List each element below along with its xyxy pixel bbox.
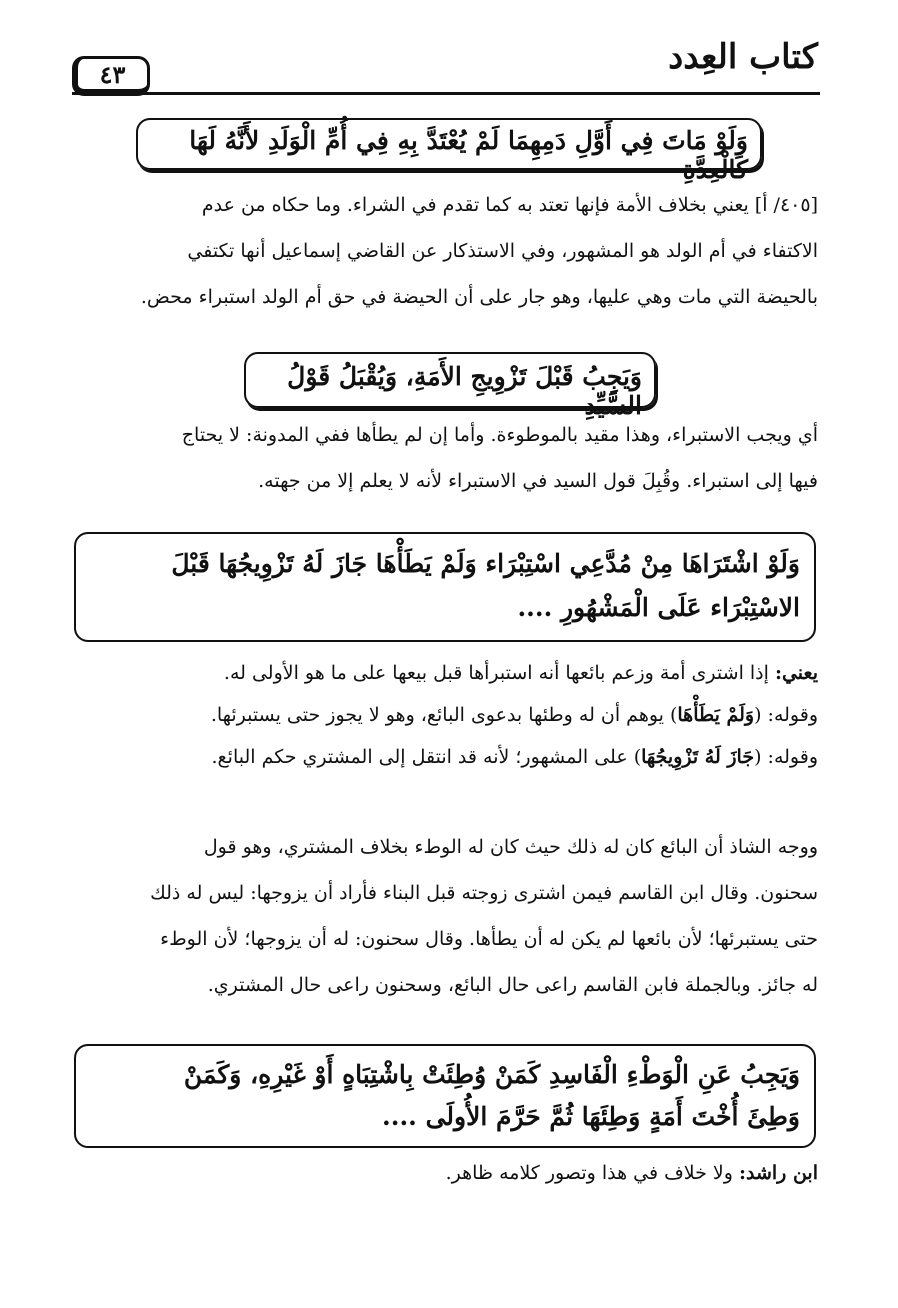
matn-text: وَيَجِبُ قَبْلَ تَزْوِيجِ الأَمَةِ، وَيُقْبَلُ قَوْلُ السَّيِّدِ [287,362,642,420]
matn-box-4 [74,1044,816,1148]
matn-box-2 [244,352,656,420]
text-span: ولا خلاف في هذا وتصور كلامه ظاهر. [445,1162,739,1184]
matn-text-line: الاسْتِبْرَاء عَلَى الْمَشْهُورِ .... [517,593,800,622]
text-line [76,652,818,694]
matn-text: وَلَوْ مَاتَ فِي أَوَّلِ دَمِهِمَا لَمْ يُعْتَدَّ بِهِ فِي أُمِّ الْوَلَدِ لأَنَّهُ لَهَا كَالْعِدَّةِ [189,126,748,184]
text-line: بالحيضة التي مات وهي عليها، وهو جار على أن الحيضة في حق أم الولد استبراء محض. [140,286,818,308]
matn-box-1 [136,118,762,184]
text-line [76,736,818,778]
matn-text-line: وَيَجِبُ عَنِ الْوَطْءِ الْفَاسِدِ كَمَنْ وُطِئَتْ بِاشْتِبَاهٍ أَوْ غَيْرِهِ، وَكَمَنْ [183,1060,800,1089]
header-rule [72,92,820,95]
text-line: أي ويجب الاستبراء، وهذا مقيد بالموطوءة. وأما إن لم يطأها ففي المدونة: لا يحتاج [181,424,818,446]
label-yaani: يعني: [774,662,818,684]
commentary-paragraph-5 [76,1150,818,1196]
text-line: الاكتفاء في أم الولد هو المشهور، وفي الاستذكار عن القاضي إسماعيل أنها تكتفي [187,240,818,262]
label-ibn-rashid: ابن راشد: [738,1162,818,1184]
book-title: كتاب العِدد [668,37,818,77]
matn-box-3 [74,532,816,642]
text-line: [٤٠٥/ أ] يعني بخلاف الأمة فإنها تعتد به كما تقدم في الشراء. وما حكاه من عدم [201,194,818,216]
text-span: ) على المشهور؛ لأنه قد انتقل إلى المشتري حكم البائع. [211,746,642,768]
text-line [76,1150,818,1196]
text-span: إذا اشترى أمة وزعم بائعها أنه استبرأها قبل بيعها على ما هو الأولى له. [223,662,775,684]
quoted-matn: جَازَ لَهُ تَزْوِيجُهَا [641,746,755,768]
commentary-paragraph-2 [76,412,818,504]
quoted-matn: وَلَمْ يَطَأْهَا [677,704,755,726]
commentary-paragraph-1 [76,182,818,320]
text-line [76,694,818,736]
matn-text-line: وَلَوْ اشْتَرَاهَا مِنْ مُدَّعِي اسْتِبْرَاء وَلَمْ يَطَأْهَا جَازَ لَهُ تَزْوِيجُهَا قَبْلَ [171,549,800,578]
text-line: له جائز. وبالجملة فابن القاسم راعى حال البائع، وسحنون راعى حال المشتري. [207,974,818,996]
text-line: حتى يستبرئها؛ لأن بائعها لم يكن له أن يطأها. وقال سحنون: له أن يزوجها؛ لأن الوطء [160,928,818,950]
text-line: ووجه الشاذ أن البائع كان له ذلك حيث كان له الوطء بخلاف المشتري، وهو قول [203,836,818,858]
page-number-box [72,56,150,96]
text-line: سحنون. وقال ابن القاسم فيمن اشترى زوجته قبل البناء فأراد أن يزوجها: ليس له ذلك [150,882,818,904]
text-span: وقوله: ( [754,704,818,726]
commentary-paragraph-4 [76,824,818,1008]
text-span: ) يوهم أن له وطئها بدعوى البائع، وهو لا يجوز حتى يستبرئها. [210,704,678,726]
page-number: ٤٣ [99,59,126,89]
commentary-paragraph-3 [76,652,818,778]
text-line: فيها إلى استبراء. وقُبِلَ قول السيد في الاستبراء لأنه لا يعلم إلا من جهته. [258,470,818,492]
text-span: وقوله: ( [754,746,818,768]
matn-text-line: وَطِئَ أُخْتَ أَمَةٍ وَطِئَهَا ثُمَّ حَرَّمَ الأُولَى .... [382,1102,800,1131]
